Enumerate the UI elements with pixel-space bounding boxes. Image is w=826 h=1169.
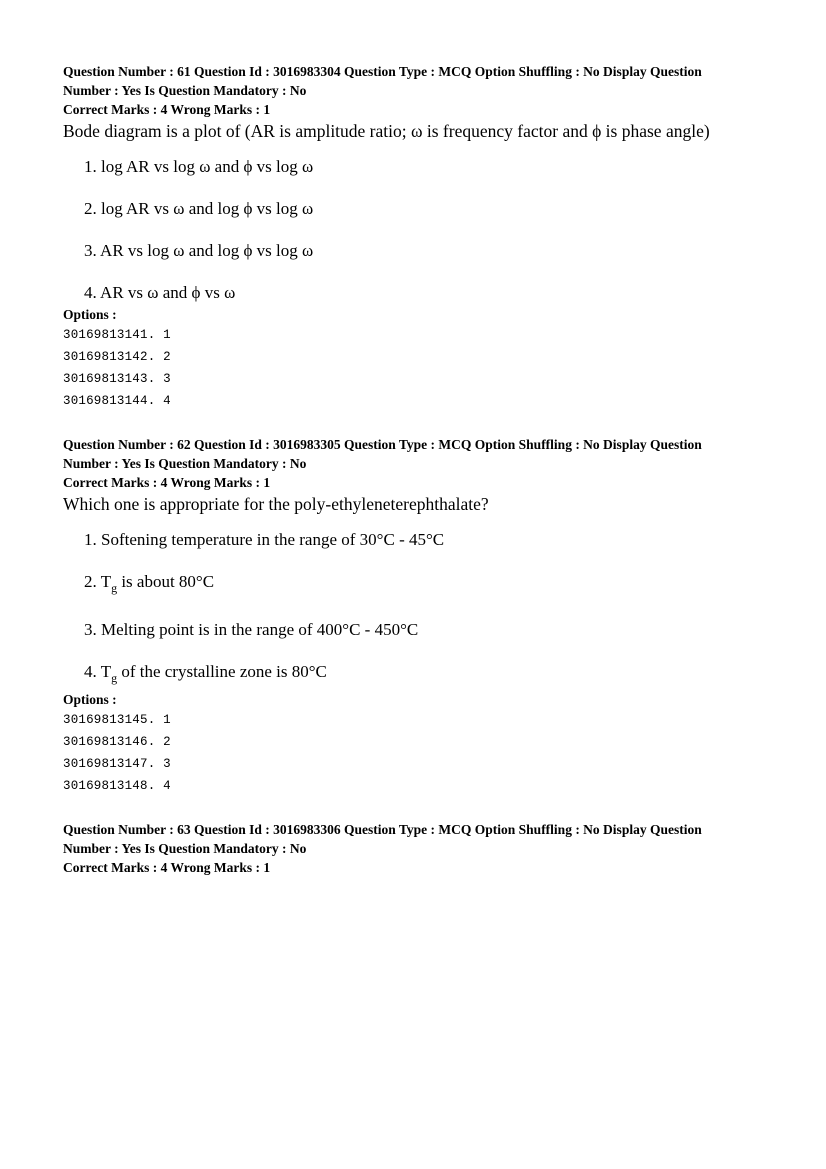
exam-page: [63, 62, 763, 877]
choice-1: 1. Softening temperature in the range of 30°C - 45°C: [84, 530, 445, 549]
option-id: 30169813148. 4: [63, 779, 171, 793]
question-62: [63, 435, 763, 797]
question-header: Question Number : 61 Question Id : 3016983304 Question Type : MCQ Option Shuffling : No Display Question: [63, 64, 702, 79]
choice-1: 1. log AR vs log ω and ϕ vs log ω: [84, 157, 314, 176]
choice-4: 4. $T_g$ of the crystalline zone is 80°C: [84, 662, 327, 685]
question-63: [63, 820, 763, 877]
option-id: 30169813146. 2: [63, 735, 171, 749]
subscript: g: [111, 671, 118, 685]
question-marks: Correct Marks : 4 Wrong Marks : 1: [63, 475, 271, 490]
option-id: 30169813145. 1: [63, 713, 171, 727]
option-id: 30169813147. 3: [63, 757, 171, 771]
option-id: 30169813142. 2: [63, 350, 171, 364]
question-marks: Correct Marks : 4 Wrong Marks : 1: [63, 102, 271, 117]
choice-3: 3. AR vs log ω and log ϕ vs log ω: [84, 241, 314, 260]
question-header-cont: Number : Yes Is Question Mandatory : No: [63, 841, 307, 856]
question-stem: Which one is appropriate for the poly-ethyleneterephthalate?: [63, 494, 489, 514]
question-marks: Correct Marks : 4 Wrong Marks : 1: [63, 860, 271, 875]
option-id: 30169813144. 4: [63, 394, 171, 408]
options-label: Options :: [63, 692, 117, 707]
question-header-cont: Number : Yes Is Question Mandatory : No: [63, 83, 307, 98]
choice-3: 3. Melting point is in the range of 400°C - 450°C: [84, 620, 419, 639]
option-id: 30169813141. 1: [63, 328, 171, 342]
choice-4: 4. AR vs ω and ϕ vs ω: [84, 283, 236, 302]
question-header: Question Number : 63 Question Id : 3016983306 Question Type : MCQ Option Shuffling : No Display Question: [63, 822, 702, 837]
option-id: 30169813143. 3: [63, 372, 171, 386]
question-61: [63, 62, 763, 412]
choice-2: 2. $T_g$ is about 80°C: [84, 572, 215, 595]
choice-2: 2. log AR vs ω and log ϕ vs log ω: [84, 199, 314, 218]
options-label: Options :: [63, 307, 117, 322]
question-header: Question Number : 62 Question Id : 3016983305 Question Type : MCQ Option Shuffling : No Display Question: [63, 437, 702, 452]
question-stem: Bode diagram is a plot of (AR is amplitude ratio; ω is frequency factor and ϕ is phase angle): [63, 121, 710, 141]
subscript: g: [111, 581, 118, 595]
question-header-cont: Number : Yes Is Question Mandatory : No: [63, 456, 307, 471]
